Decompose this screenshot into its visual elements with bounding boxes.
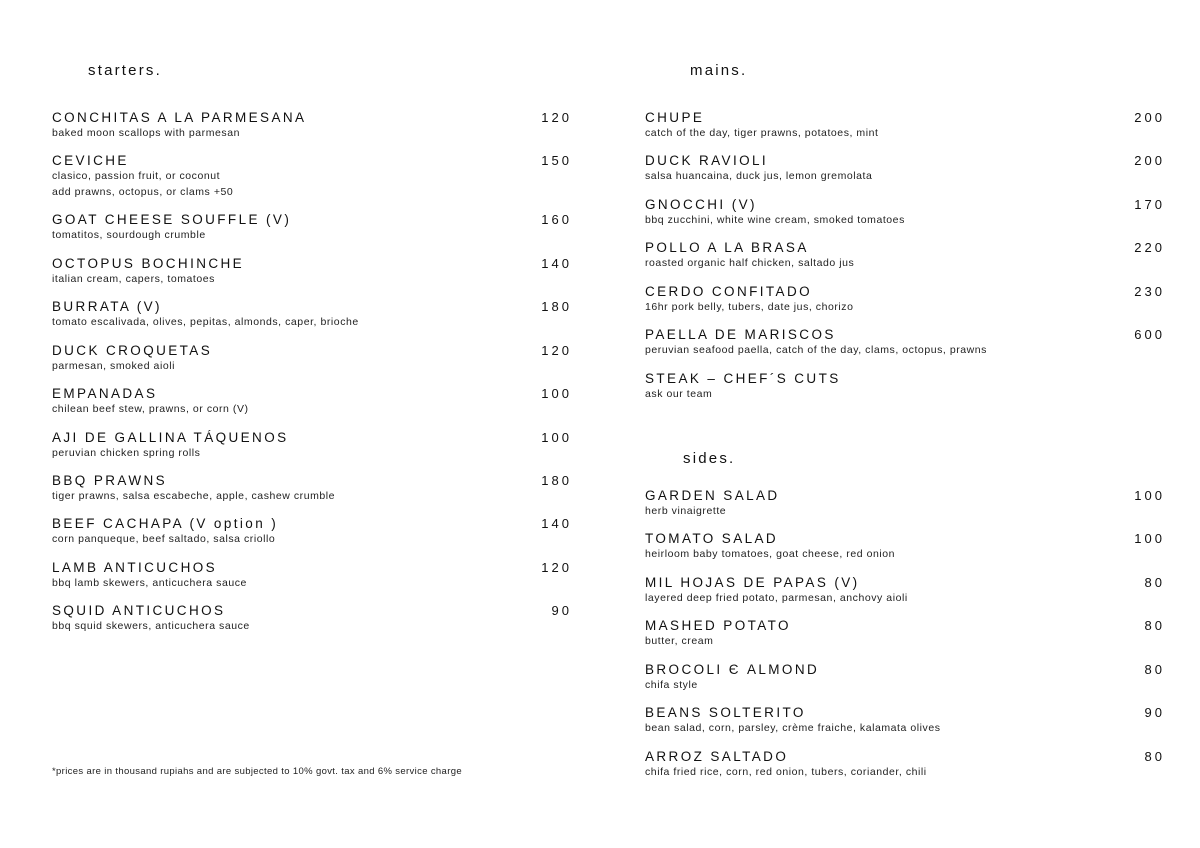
menu-item-name: CERDO CONFITADO bbox=[645, 283, 812, 299]
menu-item bbox=[645, 327, 1165, 357]
starters-item-list bbox=[52, 110, 572, 647]
menu-item-description: clasico, passion fruit, or coconut bbox=[52, 170, 221, 183]
menu-item-price: 180 bbox=[541, 472, 572, 488]
menu-item-description: butter, cream bbox=[645, 635, 714, 648]
menu-item-head bbox=[645, 153, 1165, 168]
menu-item-head bbox=[645, 240, 1165, 255]
menu-item-price: 170 bbox=[1134, 196, 1165, 212]
menu-item bbox=[52, 603, 572, 633]
menu-item bbox=[645, 531, 1165, 561]
menu-item-head bbox=[52, 343, 572, 358]
menu-item-head bbox=[52, 473, 572, 488]
sides-item-list bbox=[645, 488, 1165, 792]
menu-item-name: CHUPE bbox=[645, 110, 705, 125]
menu-item-description: roasted organic half chicken, saltado jus bbox=[645, 257, 855, 270]
menu-item-head bbox=[52, 212, 572, 227]
menu-item-name: PAELLA DE MARISCOS bbox=[645, 327, 836, 343]
menu-item-description: bbq zucchini, white wine cream, smoked tomatoes bbox=[645, 213, 905, 226]
menu-item-price: 600 bbox=[1134, 327, 1165, 343]
menu-item-name: OCTOPUS BOCHINCHE bbox=[52, 255, 245, 271]
menu-item-description: tomatitos, sourdough crumble bbox=[52, 229, 206, 242]
menu-item bbox=[52, 560, 572, 590]
menu-item-description: chilean beef stew, prawns, or corn (V) bbox=[52, 403, 249, 416]
menu-item bbox=[52, 256, 572, 286]
menu-item bbox=[52, 516, 572, 546]
menu-item-price: 200 bbox=[1134, 153, 1165, 169]
menu-item bbox=[52, 473, 572, 503]
menu-item-head bbox=[645, 531, 1165, 546]
price-footnote: *prices are in thousand rupiahs and are subjected to 10% govt. tax and 6% service charge bbox=[52, 766, 462, 777]
menu-item bbox=[645, 575, 1165, 605]
menu-item-name: EMPANADAS bbox=[52, 386, 158, 402]
menu-item bbox=[645, 240, 1165, 270]
menu-item-description: layered deep fried potato, parmesan, anchovy aioli bbox=[645, 591, 908, 604]
menu-item-name: STEAK – CHEF´S CUTS bbox=[645, 370, 841, 386]
menu-item-name: ARROZ SALTADO bbox=[645, 748, 789, 764]
menu-item-price: 80 bbox=[1144, 748, 1165, 764]
menu-item-description: bean salad, corn, parsley, crème fraiche, kalamata olives bbox=[645, 722, 941, 735]
menu-item-description: herb vinaigrette bbox=[645, 505, 727, 517]
menu-item-price: 120 bbox=[541, 559, 572, 575]
menu-item-name: SQUID ANTICUCHOS bbox=[52, 603, 226, 619]
menu-item-head bbox=[645, 371, 1165, 386]
menu-item-price: 100 bbox=[541, 429, 572, 445]
menu-item-name: DUCK CROQUETAS bbox=[52, 342, 213, 358]
menu-item-name: GNOCCHI (V) bbox=[645, 196, 757, 212]
menu-item-price: 200 bbox=[1134, 110, 1165, 125]
menu-item-description: tiger prawns, salsa escabeche, apple, cashew crumble bbox=[52, 489, 336, 502]
section-title-mains: mains. bbox=[690, 62, 748, 79]
menu-item bbox=[645, 110, 1165, 140]
menu-item-name: MIL HOJAS DE PAPAS (V) bbox=[645, 574, 860, 590]
menu-item-description: italian cream, capers, tomatoes bbox=[52, 272, 215, 285]
menu-item bbox=[52, 153, 572, 199]
menu-item-price: 120 bbox=[541, 342, 572, 358]
menu-item-head bbox=[52, 516, 572, 531]
menu-item-head bbox=[645, 705, 1165, 720]
menu-item-price: 150 bbox=[541, 153, 572, 169]
menu-item bbox=[52, 299, 572, 329]
menu-item bbox=[645, 618, 1165, 648]
section-title-sides: sides. bbox=[683, 450, 736, 467]
menu-item-head bbox=[52, 299, 572, 314]
menu-item-head bbox=[645, 749, 1165, 764]
menu-item-description: bbq squid skewers, anticuchera sauce bbox=[52, 620, 250, 633]
menu-item bbox=[645, 662, 1165, 692]
menu-item-head bbox=[645, 197, 1165, 212]
menu-item-price: 140 bbox=[541, 516, 572, 532]
menu-item-head bbox=[645, 575, 1165, 590]
menu-item-name: GARDEN SALAD bbox=[645, 488, 780, 503]
mains-item-list bbox=[645, 110, 1165, 414]
menu-item-description: salsa huancaina, duck jus, lemon gremolata bbox=[645, 170, 873, 183]
menu-item bbox=[645, 705, 1165, 735]
menu-item-head bbox=[52, 560, 572, 575]
menu-item-description-extra: add prawns, octopus, or clams +50 bbox=[52, 185, 234, 198]
menu-item bbox=[52, 386, 572, 416]
menu-item-head bbox=[52, 603, 572, 618]
menu-item-description: peruvian chicken spring rolls bbox=[52, 446, 201, 459]
menu-item-name: GOAT CHEESE SOUFFLE (V) bbox=[52, 212, 292, 228]
menu-item-price: 220 bbox=[1134, 240, 1165, 256]
menu-item-price: 100 bbox=[1134, 531, 1165, 547]
menu-item bbox=[52, 430, 572, 460]
menu-item-price: 80 bbox=[1144, 574, 1165, 590]
menu-item bbox=[645, 284, 1165, 314]
menu-item-head bbox=[52, 386, 572, 401]
menu-item-description: chifa style bbox=[645, 678, 698, 691]
menu-item bbox=[52, 212, 572, 242]
menu-item-name: BROCOLI Є ALMOND bbox=[645, 661, 820, 677]
menu-item-head bbox=[52, 430, 572, 445]
menu-item bbox=[645, 197, 1165, 227]
menu-item-price: 100 bbox=[541, 386, 572, 402]
menu-item-head bbox=[645, 110, 1165, 125]
menu-item bbox=[645, 153, 1165, 183]
menu-item-head bbox=[645, 327, 1165, 342]
menu-item-name: MASHED POTATO bbox=[645, 618, 791, 634]
menu-item-name: DUCK RAVIOLI bbox=[645, 153, 769, 169]
menu-item-name: POLLO A LA BRASA bbox=[645, 240, 809, 256]
menu-item-head bbox=[645, 662, 1165, 677]
menu-item-name: BEANS SOLTERITO bbox=[645, 705, 806, 721]
menu-item-description: catch of the day, tiger prawns, potatoes, mint bbox=[645, 127, 879, 139]
menu-item-head bbox=[645, 284, 1165, 299]
menu-item-name: TOMATO SALAD bbox=[645, 531, 779, 547]
menu-item-price: 80 bbox=[1144, 618, 1165, 634]
menu-item-head bbox=[52, 256, 572, 271]
menu-item bbox=[52, 110, 572, 140]
menu-item bbox=[645, 488, 1165, 518]
menu-item-description: bbq lamb skewers, anticuchera sauce bbox=[52, 576, 247, 589]
menu-item-price: 100 bbox=[1134, 488, 1165, 503]
menu-item-name: CONCHITAS A LA PARMESANA bbox=[52, 110, 307, 125]
menu-item-head bbox=[52, 153, 572, 168]
menu-item-name: BURRATA (V) bbox=[52, 299, 162, 315]
menu-item bbox=[645, 749, 1165, 779]
menu-item bbox=[645, 371, 1165, 401]
menu-item-price: 230 bbox=[1134, 283, 1165, 299]
menu-item-price: 160 bbox=[541, 212, 572, 228]
menu-item-description: parmesan, smoked aioli bbox=[52, 359, 175, 372]
menu-item-description: chifa fried rice, corn, red onion, tubers, coriander, chili bbox=[645, 765, 927, 778]
menu-item-head bbox=[645, 618, 1165, 633]
menu-item-price: 80 bbox=[1144, 661, 1165, 677]
menu-item-description: corn panqueque, beef saltado, salsa criollo bbox=[52, 533, 276, 546]
menu-item-description: baked moon scallops with parmesan bbox=[52, 127, 240, 139]
menu-item-description: ask our team bbox=[645, 387, 713, 400]
menu-item-name: LAMB ANTICUCHOS bbox=[52, 559, 218, 575]
menu-item-head bbox=[52, 110, 572, 125]
menu-item-description: tomato escalivada, olives, pepitas, almonds, caper, brioche bbox=[52, 316, 359, 329]
menu-item-name: AJI DE GALLINA TÁQUENOS bbox=[52, 429, 289, 445]
menu-item-name: BEEF CACHAPA (V option ) bbox=[52, 516, 279, 532]
menu-item-name: BBQ PRAWNS bbox=[52, 472, 168, 488]
menu-item-description: 16hr pork belly, tubers, date jus, chorizo bbox=[645, 300, 854, 313]
section-title-starters: starters. bbox=[88, 62, 162, 79]
menu-item-price: 180 bbox=[541, 299, 572, 315]
menu-item-price: 140 bbox=[541, 255, 572, 271]
menu-item-name: CEVICHE bbox=[52, 153, 129, 169]
menu-item-price: 120 bbox=[541, 110, 572, 125]
menu-item-price: 90 bbox=[1144, 705, 1165, 721]
menu-item bbox=[52, 343, 572, 373]
menu-item-head bbox=[645, 488, 1165, 503]
menu-item-price: 90 bbox=[551, 603, 572, 619]
menu-item-description: peruvian seafood paella, catch of the day, clams, octopus, prawns bbox=[645, 344, 987, 357]
menu-item-description: heirloom baby tomatoes, goat cheese, red onion bbox=[645, 548, 896, 561]
